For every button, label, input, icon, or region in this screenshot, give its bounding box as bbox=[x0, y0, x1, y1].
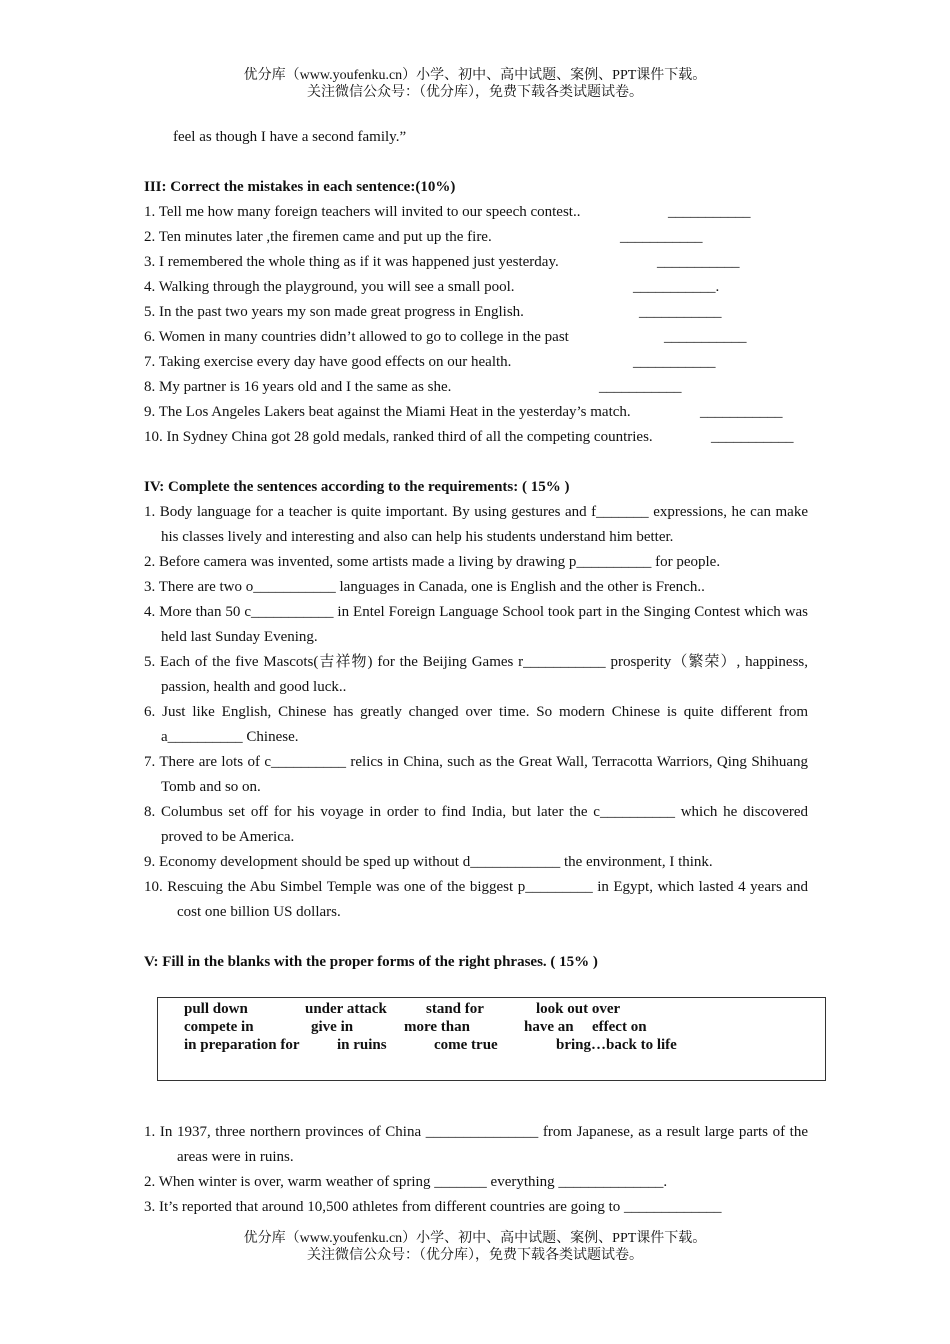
section-4-item: 5. Each of the five Mascots(吉祥物) for the Beijing Games r___________ prosperity（繁荣）, happiness, passion, health and good luck.. bbox=[144, 654, 808, 695]
item-text: 3. I remembered the whole thing as if it was happened just yesterday. bbox=[144, 254, 559, 270]
phrase: more than bbox=[404, 1019, 470, 1035]
phrase: have an bbox=[524, 1019, 574, 1035]
header-line-2: 关注微信公众号：（优分库），免费下载各类试题试卷。 bbox=[307, 85, 643, 100]
section-5-item: 2. When winter is over, warm weather of spring _______ everything ______________. bbox=[144, 1174, 668, 1190]
answer-blank: ___________ bbox=[639, 304, 722, 320]
item-text: 8. My partner is 16 years old and I the same as she. bbox=[144, 379, 452, 395]
answer-blank: ___________ bbox=[711, 429, 794, 445]
section-5-title: V: Fill in the blanks with the proper forms of the right phrases. ( 15% ) bbox=[144, 954, 598, 970]
phrase: bring…back to life bbox=[556, 1037, 677, 1053]
section-3-item bbox=[144, 400, 808, 425]
section-4-item: 2. Before camera was invented, some artists made a living by drawing p__________ for people. bbox=[144, 554, 721, 570]
header-line-1: 优分库（www.youfenku.cn）小学、初中、高中试题、案例、PPT课件下载。 bbox=[243, 68, 707, 83]
phrase: stand for bbox=[426, 1001, 484, 1017]
section-3-title: III: Correct the mistakes in each sentence:(10%) bbox=[144, 179, 456, 195]
item-text: 1. Tell me how many foreign teachers will invited to our speech contest.. bbox=[144, 204, 581, 220]
section-3-item bbox=[144, 225, 808, 250]
phrase: come true bbox=[434, 1037, 498, 1053]
section-4-item: 3. There are two o___________ languages in Canada, one is English and the other is French.. bbox=[144, 579, 705, 595]
section-3-item bbox=[144, 300, 808, 325]
answer-blank: ___________. bbox=[633, 279, 720, 295]
item-text: 6. Women in many countries didn’t allowed to go to college in the past bbox=[144, 329, 569, 345]
section-3-item bbox=[144, 250, 808, 275]
document-body bbox=[144, 125, 808, 975]
item-text: 4. Walking through the playground, you will see a small pool. bbox=[144, 279, 515, 295]
section-5-items bbox=[144, 1120, 808, 1220]
page-header bbox=[0, 67, 950, 101]
phrase: effect on bbox=[592, 1019, 647, 1035]
section-3-item bbox=[144, 350, 808, 375]
answer-blank: ___________ bbox=[668, 204, 751, 220]
phrase: look out over bbox=[536, 1001, 621, 1017]
section-4-item: 9. Economy development should be sped up without d____________ the environment, I think. bbox=[144, 854, 713, 870]
section-4-item: 1. Body language for a teacher is quite important. By using gestures and f_______ expressions, he can make his classes lively and interesting and also can help his students understand him better. bbox=[144, 504, 808, 545]
answer-blank: ___________ bbox=[700, 404, 783, 420]
footer-line-1: 优分库（www.youfenku.cn）小学、初中、高中试题、案例、PPT课件下载。 bbox=[243, 1231, 707, 1246]
phrase: give in bbox=[311, 1019, 354, 1035]
section-3-item bbox=[144, 375, 808, 400]
section-5-item: 1. In 1937, three northern provinces of China _______________ from Japanese, as a result large parts of the areas were in ruins. bbox=[144, 1124, 808, 1165]
phrase: in preparation for bbox=[184, 1037, 300, 1053]
phrase: in ruins bbox=[337, 1037, 387, 1053]
section-4-item: 7. There are lots of c__________ relics in China, such as the Great Wall, Terracotta Warriors, Qing Shihuang Tomb and so on. bbox=[144, 754, 808, 795]
phrase-box bbox=[157, 997, 826, 1081]
item-text: 9. The Los Angeles Lakers beat against the Miami Heat in the yesterday’s match. bbox=[144, 404, 631, 420]
item-text: 2. Ten minutes later ,the firemen came and put up the fire. bbox=[144, 229, 492, 245]
item-text: 5. In the past two years my son made great progress in English. bbox=[144, 304, 524, 320]
answer-blank: ___________ bbox=[620, 229, 703, 245]
answer-blank: ___________ bbox=[664, 329, 747, 345]
continuation-text: feel as though I have a second family.” bbox=[173, 129, 407, 145]
section-3-item bbox=[144, 425, 808, 450]
footer-line-2: 关注微信公众号：（优分库），免费下载各类试题试卷。 bbox=[307, 1248, 643, 1263]
section-4-item: 6. Just like English, Chinese has greatly changed over time. So modern Chinese is quite different from a__________ Chinese. bbox=[144, 704, 808, 745]
section-3-item bbox=[144, 200, 808, 225]
phrase: compete in bbox=[184, 1019, 254, 1035]
section-3-item bbox=[144, 275, 808, 300]
section-4-title: IV: Complete the sentences according to the requirements: ( 15% ) bbox=[144, 479, 570, 495]
phrase: pull down bbox=[184, 1001, 248, 1017]
section-3-item bbox=[144, 325, 808, 350]
item-text: 7. Taking exercise every day have good effects on our health. bbox=[144, 354, 512, 370]
section-5-item: 3. It’s reported that around 10,500 athletes from different countries are going to _____________ bbox=[144, 1199, 722, 1215]
section-4-item: 10. Rescuing the Abu Simbel Temple was one of the biggest p_________ in Egypt, which lasted 4 years and cost one billion US dollars. bbox=[144, 879, 808, 920]
item-text: 10. In Sydney China got 28 gold medals, ranked third of all the competing countries. bbox=[144, 429, 653, 445]
page-footer bbox=[0, 1230, 950, 1264]
answer-blank: ___________ bbox=[599, 379, 682, 395]
answer-blank: ___________ bbox=[657, 254, 740, 270]
phrase: under attack bbox=[305, 1001, 387, 1017]
section-4-item: 4. More than 50 c___________ in Entel Foreign Language School took part in the Singing Contest which was held last Sunday Evening. bbox=[144, 604, 808, 645]
section-4-item: 8. Columbus set off for his voyage in order to find India, but later the c__________ which he discovered proved to be America. bbox=[144, 804, 808, 845]
answer-blank: ___________ bbox=[633, 354, 716, 370]
